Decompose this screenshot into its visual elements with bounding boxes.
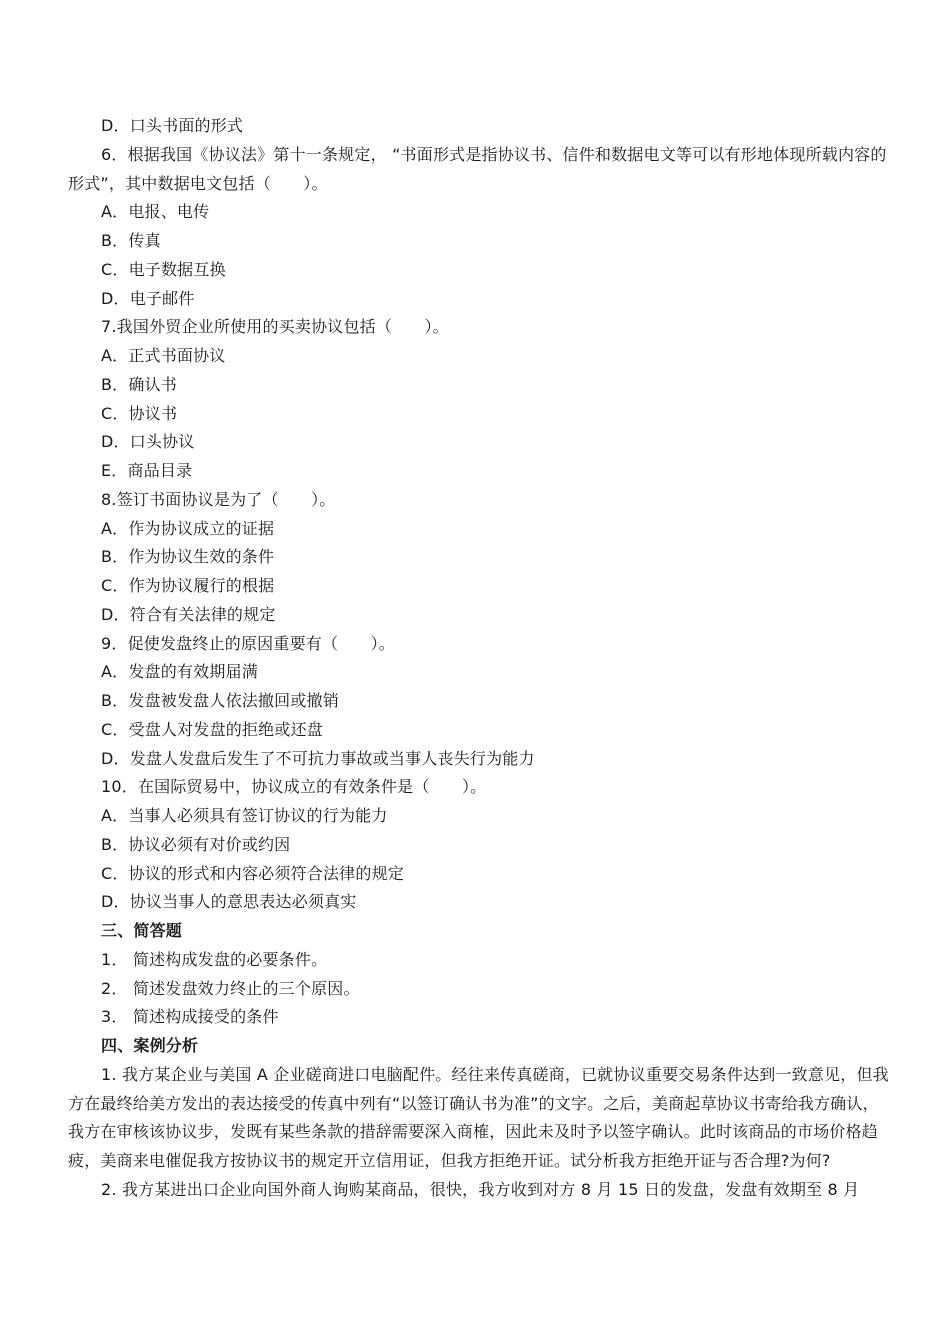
q6-option-c: C．电子数据互换 xyxy=(101,259,226,279)
section4-heading: 四、案例分析 xyxy=(101,1036,199,1055)
q8-option-a: A．作为协议成立的证据 xyxy=(101,518,275,538)
q6-option-d: D．电子邮件 xyxy=(101,288,195,308)
q10-option-a: A．当事人必须具有签订协议的行为能力 xyxy=(101,806,388,825)
q10-stem: 10．在国际贸易中，协议成立的有效条件是（ ）。 xyxy=(101,777,487,797)
q6-option-a: A．电报、电传 xyxy=(101,202,210,222)
q10-option-b: B．协议必须有对价或约因 xyxy=(101,834,291,854)
q7-option-e: E．商品目录 xyxy=(101,461,193,480)
q9-option-c: C．受盘人对发盘的拒绝或还盘 xyxy=(101,719,323,739)
q7-option-c: C．协议书 xyxy=(101,403,178,423)
q7-stem: 7.我国外贸企业所使用的买卖协议包括（ ）。 xyxy=(101,317,449,337)
q8-option-b: B．作为协议生效的条件 xyxy=(101,547,275,567)
q8-option-d: D．符合有关法律的规定 xyxy=(101,604,276,624)
section3-item-2: 2． 简述发盘效力终止的三个原因。 xyxy=(101,978,360,998)
case-2-paragraph: 2. 我方某进出口企业向国外商人询购某商品，很快，我方收到对方 8 月 15 日的发盘，发盘有效期至 8 月 xyxy=(101,1179,860,1199)
q8-option-c: C．作为协议履行的根据 xyxy=(101,576,275,595)
q7-option-b: B．确认书 xyxy=(101,374,177,394)
q9-stem: 9．促使发盘终止的原因重要有（ ）。 xyxy=(101,633,395,653)
section3-item-1: 1． 简述构成发盘的必要条件。 xyxy=(101,949,328,969)
section3-item-3: 3． 简述构成接受的条件 xyxy=(101,1007,279,1027)
q5-option-d: D．口头书面的形式 xyxy=(101,116,244,135)
q6-option-b: B．传真 xyxy=(101,231,161,250)
section3-heading: 三、简答题 xyxy=(101,921,183,940)
case-1-paragraph: 1. 我方某企业与美国 A 企业磋商进口电脑配件。经往来传真磋商，已就协议重要交易条件达到一致意见，但我方在最终给美方发出的表达接受的传真中列有“以签订确认书为准”的文字。之后，美商起草协议书寄给我方确认，我方在审核该协议步，发既有某些条款的措辞需要深入商榷，因此未及时予以签字确认。此时该商品的市场价格趋疲，美商来电催促我方按协议书的规定开立信用证，但我方拒绝开证。试分析我方拒绝开证与否合理?为何? xyxy=(68,1064,889,1170)
q6-stem: 6．根据我国《协议法》第十一条规定， “书面形式是指协议书、信件和数据电文等可以有形地体现所载内容的形式”，其中数据电文包括（ ）。 xyxy=(68,144,887,193)
q7-option-d: D．口头协议 xyxy=(101,432,195,452)
q9-option-a: A．发盘的有效期届满 xyxy=(101,662,258,682)
document-page xyxy=(0,112,950,1205)
q8-stem: 8.签订书面协议是为了（ ）。 xyxy=(101,489,336,509)
q7-option-a: A．正式书面协议 xyxy=(101,346,226,365)
q9-option-d: D．发盘人发盘后发生了不可抗力事故或当事人丧失行为能力 xyxy=(101,748,535,768)
q10-option-c: C．协议的形式和内容必须符合法律的规定 xyxy=(101,863,404,883)
q10-option-d: D．协议当事人的意思表达必须真实 xyxy=(101,892,357,912)
q9-option-b: B．发盘被发盘人依法撤回或撤销 xyxy=(101,691,339,710)
